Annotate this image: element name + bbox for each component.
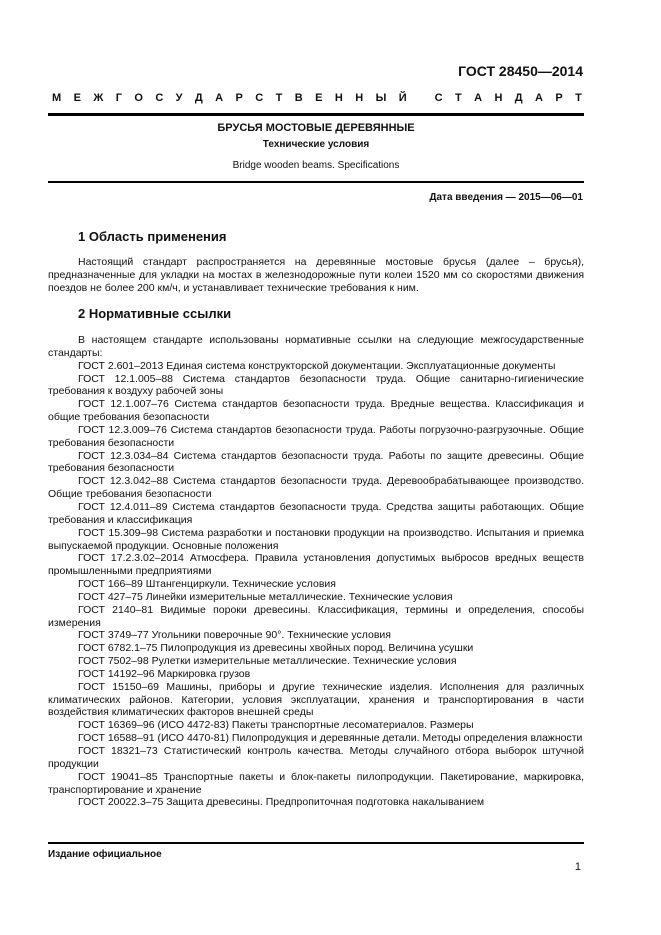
reference-item: ГОСТ 12.1.007–76 Система стандартов безопасности труда. Вредные вещества. Классификация и общие требования безопасности [48,398,584,424]
interstate-standard-label [52,92,582,104]
interstate-letter: У [175,92,183,104]
title-rule [48,181,584,183]
reference-item: ГОСТ 7502–98 Рулетки измерительные металлические. Технические условия [78,655,457,668]
interstate-letter: С [434,92,443,104]
reference-item: ГОСТ 18321–73 Статистический контроль качества. Методы случайного отбора выборок штучной продукции [48,745,584,770]
edition-label: Издание официальное [48,849,162,860]
interstate-letter: Д [514,92,523,104]
interstate-letter: Е [315,92,323,104]
interstate-letter: Ы [375,92,387,104]
reference-item: ГОСТ 12.3.034–84 Система стандартов безопасности труда. Работы по защите древесины. Общие требования безопасности [48,449,584,475]
interstate-letter: Р [555,92,563,104]
reference-item: ГОСТ 2140–81 Видимые пороки древесины. Классификация, термины и определения, способы измерения [48,603,584,629]
interstate-letter: Р [235,92,243,104]
reference-item: ГОСТ 15.309–98 Система разработки и постановки продукции на производство. Испытания и приемка выпускаемой продукции. Основные положения [48,526,584,552]
reference-item: ГОСТ 12.4.011–89 Система стандартов безопасности труда. Средства защиты работающих. Общие требования и классификация [48,500,584,526]
interstate-letter: О [134,92,143,104]
references-list [48,334,584,809]
document-code: ГОСТ 28450—2014 [458,63,583,79]
reference-item: ГОСТ 20022.3–75 Защита древесины. Предпропиточная подготовка накалыванием [78,796,485,809]
section-2-heading: 2 Нормативные ссылки [78,306,232,321]
reference-item: ГОСТ 12.3.009–76 Система стандартов безопасности труда. Работы погрузочно-разгрузочные. Общие требования безопасности [48,423,584,449]
interstate-letter: А [474,92,483,104]
page-number: 1 [574,861,581,873]
reference-item: ГОСТ 3749–77 Угольники поверочные 90°. Технические условия [78,629,391,642]
interstate-letter: М [52,92,62,104]
header-rule [48,113,584,116]
reference-item: ГОСТ 16369–96 (ИСО 4472-83) Пакеты транспортные лесоматериалов. Размеры [78,719,474,732]
reference-item: ГОСТ 17.2.3.02–2014 Атмосфера. Правила установления допустимых выбросов вредных веществ промышленными предприятиями [48,552,584,578]
interstate-letter: Г [115,92,122,104]
section-1-heading: 1 Область применения [78,229,227,244]
reference-item: ГОСТ 2.601–2013 Единая система конструкторской документации. Эксплуатационные документы [78,359,556,372]
interstate-letter: А [535,92,543,104]
reference-item: ГОСТ 19041–85 Транспортные пакеты и блок-пакеты пилопродукции. Пакетирование, маркировка, транспортирование и хранение [48,770,584,796]
interstate-letter: Т [454,92,462,104]
interstate-letter: Ж [93,92,104,104]
paragraph: Настоящий стандарт распространяется на деревянные мостовые брусья (далее – брусья), предназначенные для укладки на мостах в железнодорожные пути колеи 1520 мм со скоростями движения поездов не более 200 км/ч, и устанавливает технические требования к ним. [48,256,584,294]
reference-item: ГОСТ 6782.1–75 Пилопродукция из древесины хвойных пород. Величина усушки [78,642,474,655]
interstate-letter [419,92,422,104]
document-title: БРУСЬЯ МОСТОВЫЕ ДЕРЕВЯННЫЕ [217,122,415,134]
reference-item: ГОСТ 12.3.042–88 Система стандартов безопасности труда. Деревообрабатывающее производство. Общие требования безопасности [48,475,584,501]
footer-rule [48,842,584,844]
references-intro: В настоящем стандарте использованы нормативные ссылки на следующие межгосударственные стандарты: [48,334,584,359]
interstate-letter: В [294,92,303,104]
interstate-letter: Н [355,92,364,104]
interstate-letter: Й [398,92,407,104]
reference-item: ГОСТ 12.1.005–88 Система стандартов безопасности труда. Общие санитарно-гигиенические требования к воздуху рабочей зоны [48,372,584,398]
interstate-letter: С [255,92,264,104]
interstate-letter: Н [494,92,503,104]
interstate-letter: Д [194,92,203,104]
interstate-letter: Т [275,92,283,104]
interstate-letter: Е [73,92,81,104]
interstate-letter: Т [575,92,582,104]
reference-item: ГОСТ 15150–69 Машины, приборы и другие технические изделия. Исполнения для различных климатических районов. Категории, условия эксплуатации, хранения и транспортирования в части воздействия климатических факторов внешней среды [48,680,584,719]
document-subtitle: Технические условия [262,139,370,150]
interstate-letter: Н [334,92,343,104]
reference-item: ГОСТ 14192–96 Маркировка грузов [78,667,251,680]
reference-item: ГОСТ 427–75 Линейки измерительные металлические. Технические условия [78,590,453,603]
introduction-date: Дата введения — 2015—06—01 [429,192,583,203]
section-1-text [48,256,584,295]
interstate-letter: А [215,92,224,104]
interstate-letter: С [155,92,164,104]
english-title: Bridge wooden beams. Specifications [232,160,400,171]
reference-item: ГОСТ 166–89 Штангенциркули. Технические условия [78,578,336,591]
reference-item: ГОСТ 16588–91 (ИСО 4470-81) Пилопродукция и деревянные детали. Методы определения влажности [78,732,583,745]
